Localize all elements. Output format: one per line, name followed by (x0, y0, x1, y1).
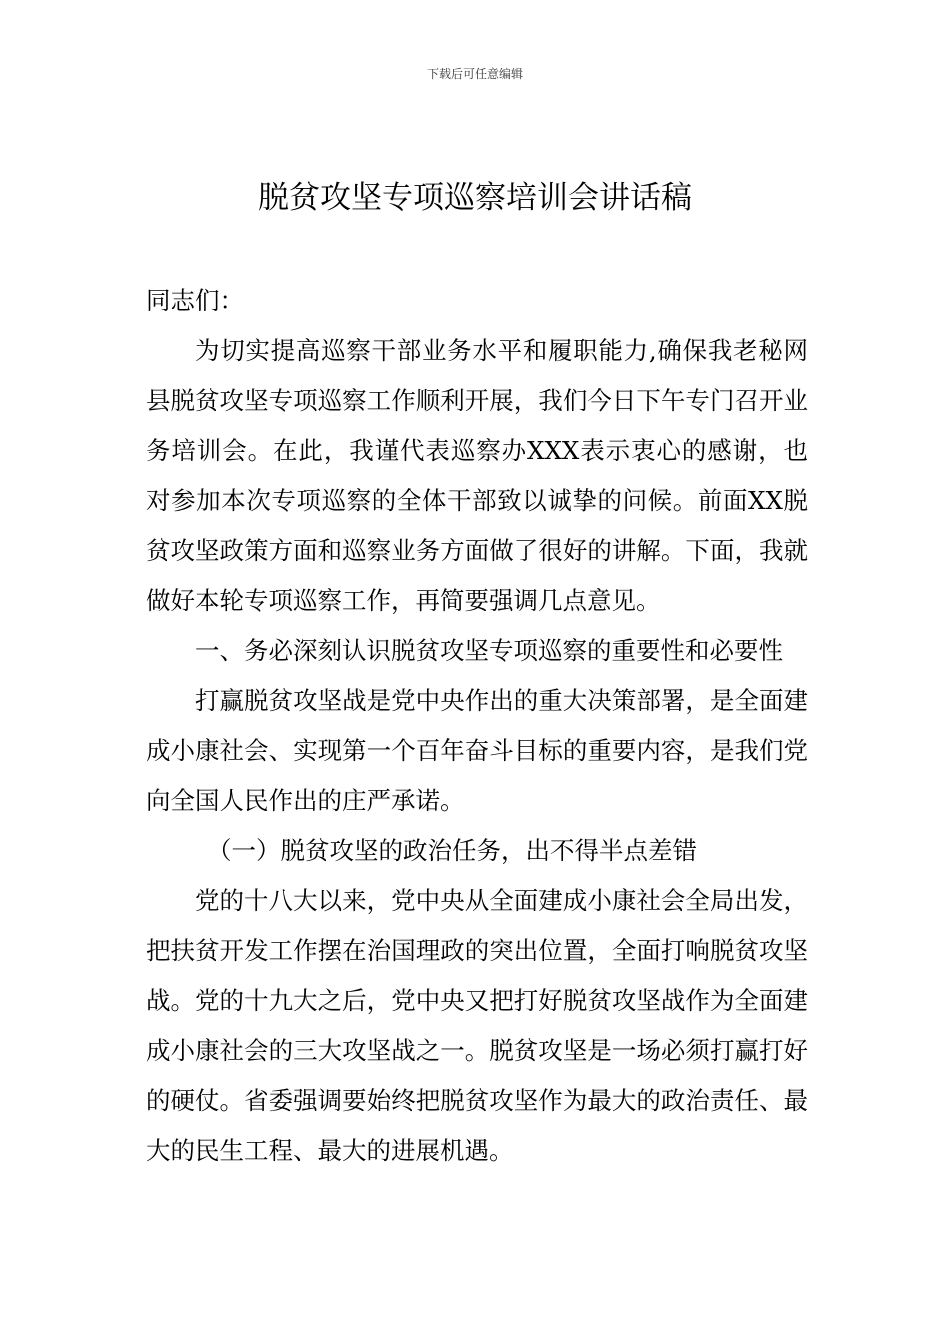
paragraph-2: 党的十八大以来，党中央从全面建成小康社会全局出发，把扶贫开发工作摆在治国理政的突出位置，全面打响脱贫攻坚战。党的十九大之后，党中央又把打好脱贫攻坚战作为全面建成小康社会的三大攻坚战之一。脱贫攻坚是一场必须打赢打好的硬仗。省委强调要始终把脱贫攻坚作为最大的政治责任、最大的民生工程、最大的进展机遇。 (146, 886, 808, 1165)
subsection-heading-1: （一）脱贫攻坚的政治任务，出不得半点差错 (207, 836, 697, 865)
paragraph-1: 打赢脱贫攻坚战是党中央作出的重大决策部署，是全面建成小康社会、实现第一个百年奋斗目标的重要内容，是我们党向全国人民作出的庄严承诺。 (146, 686, 808, 815)
salutation: 同志们： (146, 286, 244, 315)
document-body (146, 276, 808, 1176)
document-title: 脱贫攻坚专项巡察培训会讲话稿 (258, 180, 692, 216)
intro-paragraph: 为切实提高巡察干部业务水平和履职能力,确保我老秘网县脱贫攻坚专项巡察工作顺利开展，我们今日下午专门召开业务培训会。在此，我谨代表巡察办XXX表示衷心的感谢，也对参加本次专项巡察的全体干部致以诚挚的问候。前面XX脱贫攻坚政策方面和巡察业务方面做了很好的讲解。下面，我就做好本轮专项巡察工作，再简要强调几点意见。 (146, 336, 808, 615)
section-heading-1: 一、务必深刻认识脱贫攻坚专项巡察的重要性和必要性 (195, 636, 783, 665)
header-note: 下载后可任意编辑 (426, 67, 523, 81)
